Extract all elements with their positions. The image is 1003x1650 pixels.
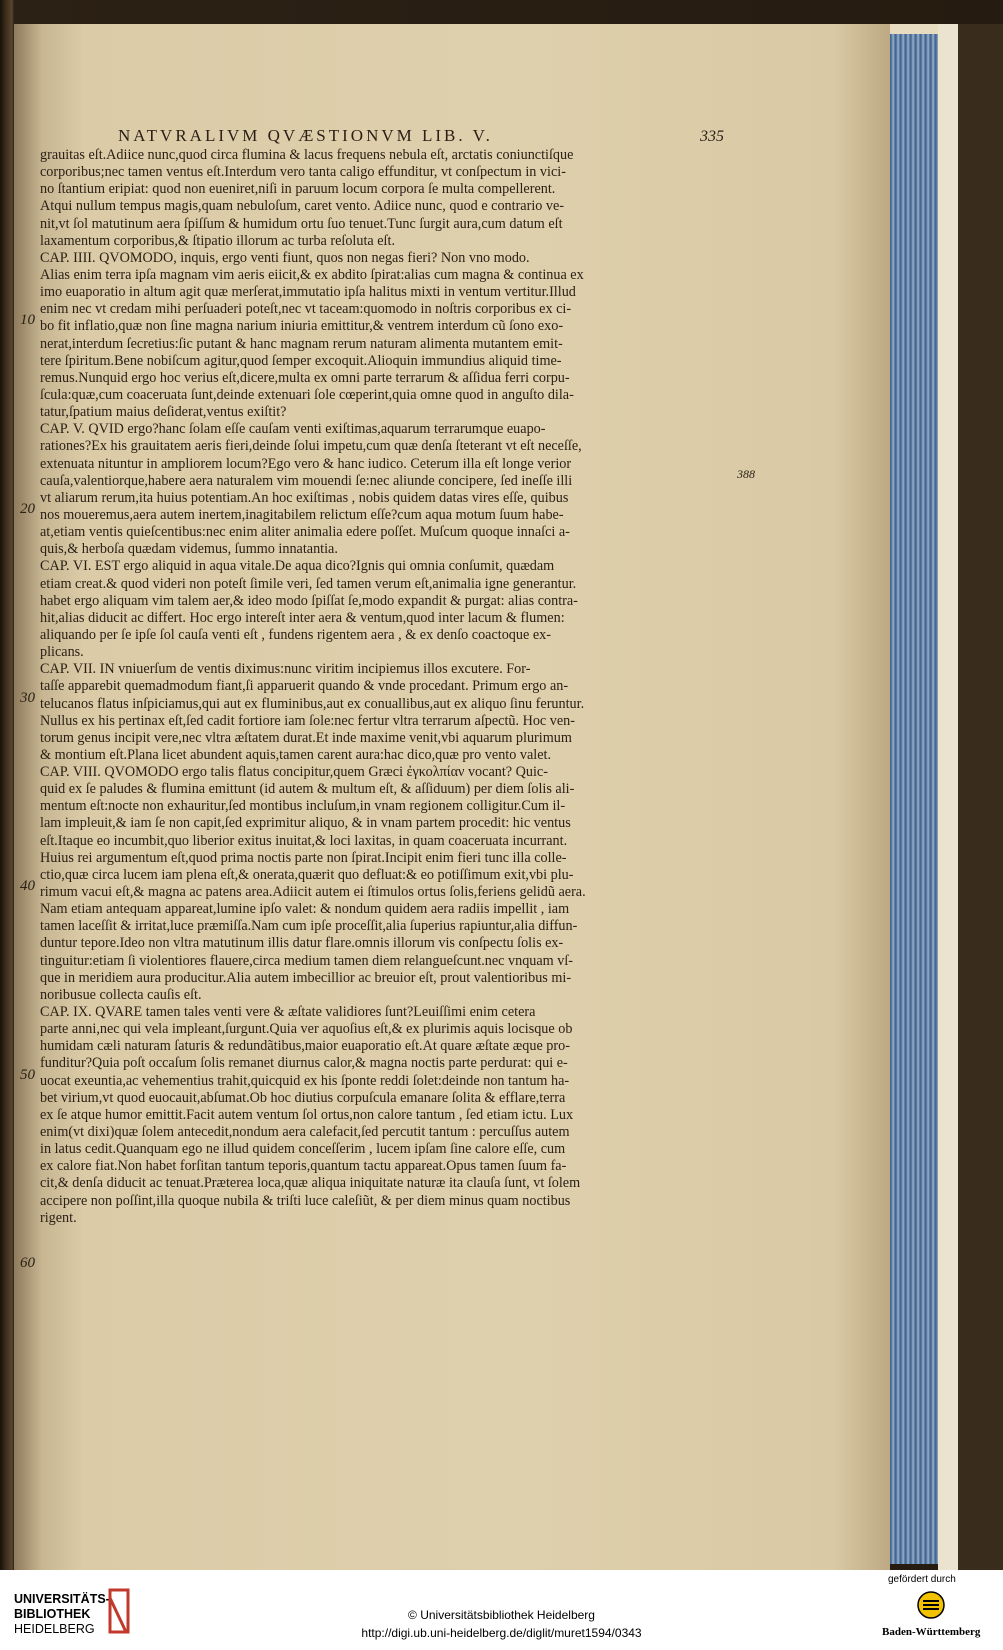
- text-line: ex ſe atque humor emittit.Facit autem ventum ſol ortus,non calore tantum , ſed etiam ictu. Lux: [40, 1106, 574, 1123]
- margin-line-number: 30: [20, 690, 35, 706]
- text-line: nerat,interdum ſecretius:ſic putant & hanc magnam rerum naturam alimenta mutantem emit-: [40, 335, 563, 352]
- margin-line-number: 20: [20, 501, 35, 517]
- margin-line-number: 50: [20, 1067, 35, 1083]
- copyright-notice: © Universitätsbibliothek Heidelberg: [408, 1608, 595, 1622]
- text-line: nit,vt ſol matutinum aera ſpiſſum & humidum ortu ſuo tenuet.Tunc ſurgit aura,cum datum eſt: [40, 215, 563, 232]
- text-line: cit,& denſa diducit ac tenuat.Præterea loca,quæ aliqua iniquitate naturæ ita clauſa ſunt, vt ſolem: [40, 1175, 581, 1192]
- text-line: CAP. IIII. QVOMODO, inquis, ergo venti fiunt, quos non negas fieri? Non vno modo.: [40, 249, 530, 266]
- text-line: tamen laceſſit & irritat,luce præmiſſa.Nam cum ipſe proceſſit,alia ſuperius rapiuntur,alia diffun-: [40, 918, 578, 935]
- text-line: mentum eſt:nocte non exhauritur,ſed montibus incluſum,in vnam regionem colligitur.Cum il-: [40, 798, 566, 815]
- text-line: parte anni,nec qui vela impleant,ſurgunt.Quia ver aquoſius eſt,& ex plurimis aquis locisque ob: [40, 1021, 573, 1038]
- text-line: hit,alias diducit ac differt. Hoc ergo intereſt inter aera & ventum,quod inter lacum & flumen:: [40, 609, 565, 626]
- text-line: quid ex ſe paludes & flumina emittunt (id autem & multum eſt, & aſſiduum) per diem ſolis ali-: [40, 781, 575, 798]
- text-line: etiam creat.& quod videri non poteſt ſimile veri, ſed tamen verum eſt,animalia igne generantur.: [40, 575, 577, 592]
- library-name-line3: HEIDELBERG: [14, 1622, 95, 1636]
- text-line: & montium eſt.Plana licet abundent aquis,tamen carent aura:hac dico,quæ pro vento valet.: [40, 746, 551, 763]
- text-line: remus.Nunquid ergo hoc verius eſt,dicere,multa ex omni parte terrarum & aſſidua ferri corpu-: [40, 369, 570, 386]
- text-line: que in meridiem aura producitur.Alia autem imbecillior ac breuior eſt, prout valentioribus mi-: [40, 969, 572, 986]
- permalink-url[interactable]: http://digi.ub.uni-heidelberg.de/diglit/muret1594/0343: [361, 1626, 642, 1640]
- text-line: imo euaporatio in altum agit quæ merſerat,immutatio ipſa halitus mixti in ventum vertitur.Illud: [40, 284, 576, 301]
- text-line: extenuata nituntur in ampliorem locum?Ego vero & hanc iudico. Ceterum illa eſt longe verior: [40, 455, 572, 472]
- text-line: lam impleuit,& iam ſe non capit,ſed exprimitur aliquo, & in vnam partem procedit: hic ventus: [40, 815, 571, 832]
- text-line: humidam cæli naturam ſaturis & redundãtibus,maior euaporatio eſt.At quare æſtate æque pro-: [40, 1038, 570, 1055]
- text-line: CAP. VI. EST ergo aliquid in aqua vitale.De aqua dico?Ignis qui omnia conſumit, quædam: [40, 558, 555, 575]
- text-line: habet ergo aliquam vim talem aer,& ideo modo ſpiſſat ſe,modo expandit & purgat: alias contra-: [40, 592, 578, 609]
- margin-line-number: 40: [20, 878, 35, 894]
- text-line: enim(vt dixi)quæ ſolem antecedit,nondum aera calefacit,ſed percutit tantum : percuſſus autem: [40, 1124, 570, 1141]
- running-title: NATVRALIVM QVÆSTIONVM LIB. V.: [118, 126, 493, 145]
- text-line: in latus cedit.Quanquam ego ne illud quidem conceſſerim , lucem ipſam ſine calore eſſe, cum: [40, 1141, 566, 1158]
- library-name-line1: UNIVERSITÄTS-: [14, 1592, 110, 1606]
- text-line: Huius rei argumentum eſt,quod prima noctis parte non ſpirat.Incipit enim fieri tunc illa colle-: [40, 849, 567, 866]
- margin-line-number: 60: [20, 1255, 35, 1271]
- text-line: ſcula:quæ,cum coaceruata ſunt,deinde extenuari ſole cœperint,quia omne quod in anguſto dila-: [40, 386, 574, 403]
- text-line: cauſa,valentiorque,habere aera naturalem vim mouendi ſe:nec aliunde concipere, ſed ineſſe illi: [40, 472, 573, 489]
- text-line: CAP. VII. IN vniuerſum de ventis diximus:nunc viritim incipiemus illos excutere. For-: [40, 661, 531, 678]
- text-line: uocat exeuntia,ac vehementius trahit,quicquid ex his ſponte reddi ſolet:deinde non tantum ha-: [40, 1072, 570, 1089]
- page-body-text: [40, 147, 732, 1227]
- text-line: Nullus ex his pertinax eſt,ſed cadit fortiore iam ſole:nec fertur vltra terrarum aſpectũ. Hoc ven-: [40, 712, 575, 729]
- text-line: rimum vacui eſt,& magna ac patens area.Adiicit autem ei ſtimulos ortus ſolis,feriens gelidũ aera.: [40, 884, 586, 901]
- text-line: Nam etiam antequam appareat,lumine ipſo valet: & nondum quidem aera radiis impellit , iam: [40, 901, 570, 918]
- text-line: enim nec vt credam mihi perſuaderi poteſt,nec vt taceam:quomodo in noſtris corporibus ex ci-: [40, 301, 572, 318]
- text-line: bet virium,vt quod euocauit,abſumat.Ob hoc diutius corpuſcula emanare ſolita & efflare,terra: [40, 1089, 566, 1106]
- margin-reference: 388: [737, 467, 755, 481]
- text-line: CAP. IX. QVARE tamen tales venti vere & æſtate validiores ſunt?Leuiſſimi enim cetera: [40, 1004, 536, 1021]
- funder-name: Baden-Württemberg: [882, 1626, 981, 1638]
- text-line: ctio,quæ circa lucem iam plena eſt,& onerata,quærit quo defluat:& eo potiſſimum exit,vbi plu-: [40, 866, 574, 883]
- footer: [0, 1570, 1003, 1650]
- text-line: funditur?Quia poſt occaſum ſolis remanet diurnus calor,& magna noctis parte perdurat: qui e-: [40, 1055, 568, 1072]
- text-line: laxamentum corporibus,& ſtipatio illorum ac turba reſoluta eſt.: [40, 232, 395, 249]
- text-line: vt aliarum rerum,ita huius potentiam.An hoc exiſtimas , nobis quidem datas vires eſſe, quibus: [40, 489, 569, 506]
- text-line: Atqui nullum tempus magis,quam nebuloſum, caret vento. Adiice nunc, quod e contrario ve-: [40, 198, 565, 215]
- text-line: corporibus;nec tamen ventus eſt.Interdum vero tanta caligo effunditur, vt conſpectum in vici-: [40, 164, 566, 181]
- text-line: rationes?Ex his grauitatem aeris fieri,deinde ſolui impetu,cum quæ denſa ſteterant vt eſt neceſſe,: [40, 438, 582, 455]
- text-line: eſt.Itaque eo incumbit,quo liberior exitus inuitat,& loci laxitas, in quam coaceruata incurrant.: [40, 832, 568, 849]
- text-line: no ſtantium eripiat: quod non eueniret,niſi in paruum locum corpora ſe multa compellerent.: [40, 181, 556, 198]
- text-line: torum genus incipit vere,nec vltra æſtatem durat.Et inde maxime venit,vbi aquarum plurimum: [40, 729, 572, 746]
- text-line: taſſe apparebit quemadmodum fiant,ſi apparuerit quando & vnde procedant. Primum ergo an-: [40, 678, 569, 695]
- text-line: CAP. VIII. QVOMODO ergo talis flatus concipitur,quem Græci ἐγκολπίαν vocant? Quic-: [40, 764, 548, 781]
- text-line: tatur,ſpatium maius deſiderat,ventus exiſtit?: [40, 404, 287, 421]
- text-line: Alias enim terra ipſa magnam vim aeris eiicit,& ex abdito ſpirat:alias cum magna & continua ex: [40, 266, 584, 283]
- text-line: quis,& herboſa quædam videmus, ſummo innatantia.: [40, 541, 338, 558]
- margin-line-number: 10: [20, 312, 35, 328]
- text-line: grauitas eſt.Adiice nunc,quod circa flumina & lacus frequens nebula eſt, arctatis coniunctiſque: [40, 147, 574, 163]
- text-line: tere ſpiritum.Bene nobiſcum agitur,quod ſemper excoquit.Alioquin immundius aliquid time-: [40, 352, 562, 369]
- text-line: aliquando per ſe ipſe ſol cauſa venti eſt , fundens rigentem aera , & ex denſo coactoque ex-: [40, 626, 551, 643]
- coat-of-arms-icon: [916, 1590, 946, 1620]
- cover-shadow: [958, 24, 1003, 1570]
- text-line: bo fit inflatio,quæ non ſine magna narium iniuria emittitur,& ventrem interdum cũ ſono exo-: [40, 318, 564, 335]
- text-line: noribusue collecta cauſis eſt.: [40, 986, 202, 1003]
- page-edges: [890, 34, 938, 1564]
- back-cover: [938, 24, 958, 1570]
- library-name-line2: BIBLIOTHEK: [14, 1607, 91, 1621]
- text-line: tinguitur:etiam ſi violentiores flauere,circa medium tamen diem relangueſcunt.nec vnquam vſ-: [40, 952, 574, 969]
- text-line: rigent.: [40, 1209, 77, 1226]
- page-number: 335: [700, 128, 724, 145]
- funded-by-label: gefördert durch: [888, 1574, 956, 1585]
- text-line: telucanos flatus inſpiciamus,qui aut ex fluminibus,aut ex conuallibus,aut ex aliquo ſinu feruntur.: [40, 695, 585, 712]
- text-line: duntur tepore.Ideo non vltra matutinum illis datur flare.omnis illorum vis conſpectu ſolis ex-: [40, 935, 564, 952]
- text-line: accipere non poſſint,illa quoque nubila & triſti luce caleſiũt, & per diem minus quam noctibus: [40, 1192, 571, 1209]
- text-line: CAP. V. QVID ergo?hanc ſolam eſſe cauſam venti exiſtimas,aquarum terrarumque euapo-: [40, 421, 546, 438]
- text-line: plicans.: [40, 644, 84, 661]
- text-line: ex calore fiat.Non habet forſitan tantum teporis,quantum tactu appareat.Opus tamen ſuum fa-: [40, 1158, 567, 1175]
- text-line: at,etiam ventis quieſcentibus:nec enim aliter animalia edere poſſet. Muſcum quoque innaſci a-: [40, 524, 570, 541]
- text-line: nos moueremus,aera autem inertem,inagitabilem relictum eſſe?cum aqua motum ſuum habe-: [40, 506, 564, 523]
